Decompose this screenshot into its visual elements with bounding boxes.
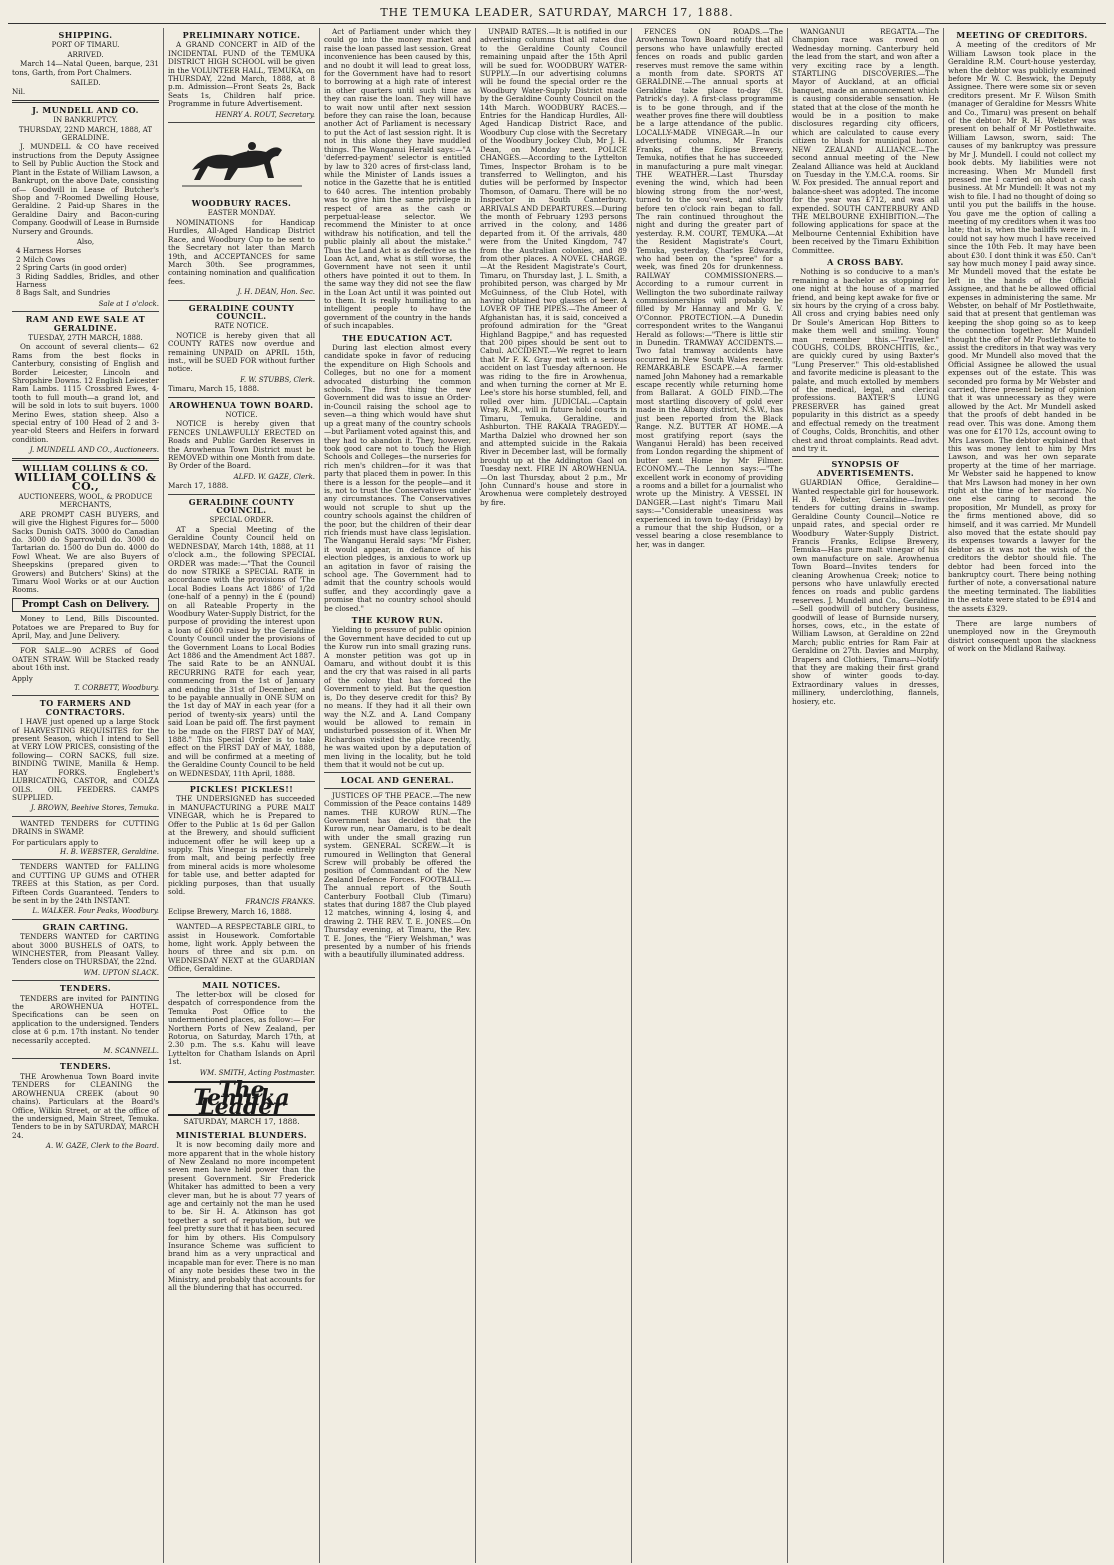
scannell-signature: M. SCANNELL. bbox=[103, 1047, 159, 1056]
tenders2-text: THE Arowhenua Town Board invite TENDERS for CLEANING the AROWHENUA CREEK (about 90 chains). Particulars at the Board's Office, Wilkin Street, or at the office of the undersigned, Main Street, Temuka. Tenders to be in by SATURDAY, MARCH 24. bbox=[12, 1071, 159, 1140]
cross-baby-heading: A CROSS BABY. bbox=[827, 256, 904, 267]
apply-label: Apply bbox=[12, 673, 33, 683]
races-heading: WOODBURY RACES. bbox=[191, 198, 292, 209]
sale-date: THURSDAY, 22ND MARCH, 1888, AT GERALDINE. bbox=[18, 125, 153, 143]
tenders-heading: TENDERS. bbox=[59, 983, 112, 994]
farmers-heading: TO FARMERS AND CONTRACTORS. bbox=[39, 698, 132, 717]
column-1 bbox=[8, 28, 164, 1563]
kurow-text: Yielding to pressure of public opinion the Government have decided to cut up the Kurow run into small grazing runs. A monster petition was got up in Oamaru, and without doubt it is this and the cry that was raised in all parts of the colony that has forced the Government to yield. But the question is, Do they deserve credit for this? By no means. If they had it all their own way the N.Z. and A. Land Company would be allowed to remain in undisturbed possession of it. When Mr Richardson visited the place recently, he was waited upon by a deputation of men living in the locality, but he told them that it would not be cut up. bbox=[324, 625, 471, 769]
arowhenua-heading: AROWHENUA TOWN BOARD. bbox=[169, 399, 314, 410]
tenders-text: TENDERS are invited for PAINTING the AROWHENUA HOTEL. Specifications can be seen on application to the undersigned. Tenders close at 6 p.m. 17th instant. No tender necessarily accepted. bbox=[12, 993, 159, 1045]
port-heading: PORT OF TIMARU. bbox=[51, 41, 120, 50]
collins-subtitle: AUCTIONEERS, WOOL, & PRODUCE MERCHANTS, bbox=[18, 492, 153, 510]
gaze2-date: March 17, 1888. bbox=[168, 481, 229, 491]
upton-signature: WM. UPTON SLACK. bbox=[83, 968, 159, 977]
local-items-text-2: FENCES ON ROADS.—The Arowhenua Town Board notify that all persons who have unlawfully erected fences on roads and public garden reserves must remove the same within a month from date. SPORTS AT GERALDINE.—The annual sports at Geraldine take place to-day (St. Patrick's day). A first-class programme is to be gone through, and if the weather proves fine there will doubtless be a large attendance of the public. LOCALLY-MADE VINEGAR.—In our advertising columns, Mr Francis Franks, of the Eclipse Brewery, Temuka, notifies that he has succeeded in manufacturing a pure malt vinegar. THE WEATHER.—Last Thursday evening the wind, which had been blowing strong from the nor'-west, turned to the sou'-west, and shortly before ten o'clock rain began to fall. The rain continued throughout the night and during the greater part of yesterday. R.M. COURT, TEMUKA.—At the Resident Magistrate's Court, Temuka, yesterday, Charles Edwards, who had been on the "spree" for a week, was fined 20s for drunkenness. RAILWAY COMMISSIONERS.—According to a rumour current in Wellington the two subordinate railway commissionerships will probably be filled by Mr Hannay and Mr G. V. O'Connor. PROTECTION.—A Dunedin correspondent writes to the Wanganui Herald as follows:—"There is little stir in Dunedin. TRAMWAY ACCIDENTS.—Two fatal tramway accidents have occurred in New South Wales recently. REMARKABLE ESCAPE.—A farmer named John Mahoney had a remarkable escape recently while returning home from Ballarat. A GOLD FIND.—The most startling discovery of gold ever made in the Albany district, N.S.W., has just been reported from the Black Range. N.Z. BUTTER AT HOME.—A most gratifying report (says the Wanganui Herald) has been received from London regarding the shipment of butter sent Home by Mr Filmer. ECONOMY.—The Lennon says:—"The excellent work in economy of providing a rooms and a billet for a journalist who wrote up the Ministry. A VESSEL IN DANGER.—Last night's Timaru Mail says:—"Considerable uneasiness was experienced in town to-day (Friday) by a rumour that the ship Hudson, or a vessel bearing a close resemblance to her, was in danger. bbox=[636, 28, 783, 549]
sale-items bbox=[16, 247, 159, 297]
column-6 bbox=[788, 28, 944, 1563]
racehorse-illustration bbox=[168, 126, 315, 196]
prelim-text: A GRAND CONCERT in AID of the INCIDENTAL FUND of the TEMUKA DISTRICT HIGH SCHOOL will be given in the VOLUNTEER HALL, TEMUKA, on THURSDAY, 22nd March, 1888, at 8 p.m. Admission—Front Seats 2s, Back Seats 1s, Children half price. Programme in future Advertisement. bbox=[168, 40, 315, 109]
council-heading: GERALDINE COUNTY COUNCIL. bbox=[188, 302, 295, 321]
collins-text: ARE PROMPT CASH BUYERS, and will give the Highest Figures for— 5000 Sacks Dunish OATS. 3000 do Canadian do. 3000 do Sparrowbill do. 3000 do Tartarian do. 1500 do Dun do. 4000 do Fowl Wheat. We are also Buyers of Sheepskins (prepared given to Growers) and Butchers' Skins) at the Timaru Wool Works or at our Auction Rooms. bbox=[12, 509, 159, 595]
mundell-heading: J. MUNDELL AND CO. bbox=[32, 104, 139, 115]
sale-item: 3 Riding Saddles, Bridles, and other Harness bbox=[16, 271, 159, 289]
corbett-signature: T. CORBETT, Woodbury. bbox=[74, 684, 159, 693]
dean-signature: J. H. DEAN, Hon. Sec. bbox=[237, 288, 315, 297]
ram-signature: J. MUNDELL AND CO., Auctioneers. bbox=[29, 446, 159, 455]
mail-text: The letter-box will be closed for despatch of correspondence from the Temuka Post Office to the undermentioned places, as follow:— For Northern Ports of New Zealand, per Rotorua, on Saturday, March 17th, at 2.30 p.m. The s.s. Kahu will leave Lyttelton for Chatham Islands on April 1st. bbox=[168, 990, 315, 1067]
sale-item: 4 Harness Horses bbox=[16, 246, 82, 256]
rate-heading: RATE NOTICE. bbox=[214, 322, 269, 331]
ram-heading: RAM AND EWE SALE AT GERALDINE. bbox=[25, 314, 146, 333]
local-general-heading: LOCAL AND GENERAL. bbox=[340, 775, 455, 786]
sale-item: 8 Bags Salt, and Sundries bbox=[16, 288, 111, 298]
easter-label: EASTER MONDAY. bbox=[207, 209, 276, 218]
carting-heading: GRAIN CARTING. bbox=[42, 921, 129, 932]
franks-date: Eclipse Brewery, March 16, 1888. bbox=[168, 906, 292, 916]
local-items-text: UNPAID RATES.—It is notified in our advertising columns that all rates due to the Geraldine County Council remaining unpaid after the 15th April will be sued for. WOODBURY WATER-SUPPLY.—In our advertising columns will be found the special order re the Woodbury Water-Supply District made by the Geraldine County Council on the 14th March. WOODBURY RACES.—Entries for the Handicap Hurdles, All-Aged Handicap District Race, and Woodbury Cup close with the Secretary of the Woodbury Jockey Club, Mr J. H. Dean, on Monday next. POLICE CHANGES.—According to the Lyttelton Times, Inspector Broham is to be transferred to Wellington, and his duties will be performed by Inspector Thomson, of Oamaru. There will be no Inspector in South Canterbury. ARRIVALS AND DEPARTURES.—During the month of February 1293 persons arrived in the colony, and 1486 departed from it. Of the arrivals, 480 were from the United Kingdom, 747 from the Australian colonies, and 89 from other places. A NOVEL CHARGE.—At the Resident Magistrate's Court, Timaru, on Thursday last, J. L. Smith, a prohibited person, was charged by Mr McGuinness, of the Club Hotel, with having obtained two glasses of beer. A LOVER OF THE PIPES.—The Ameer of Afghanistan has, it is said, conceived a profound admiration for the "Great Highland Bagpipe," and has requested that 200 pipes should be sent out to Cabul. ACCIDENT.—We regret to learn that Mr F. K. Gray met with a serious accident on last Tuesday afternoon. He was riding to the fire in Arowhenua, and when turning the corner at Mr E. Lee's store his horse stumbled, fell, and rolled over him. JUDICIAL.—Captain Wray, R.M., will in future hold courts in Timaru, Temuka, Geraldine, and Ashburton. THE RAKAIA TRAGEDY.—Martha Dalziel who drowned her son and attempted suicide in the Rakaia River in December last, will be formally brought up at the Addington Gaol on Tuesday next. FIRE IN AROWHENUA.—On last Thursday, about 2 p.m., Mr John Cunnard's house and store in Arowhenua were completely destroyed by fire. bbox=[480, 28, 627, 507]
blunders-text: It is now becoming daily more and more apparent that in the whole history of New Zealand no more incompetent seven men have held power than the present Government. Sir Frederick Whitaker has admitted to been a very clever man, but he is about 77 years of age and certainly not the man he used to be. Sir H. A. Atkinson has got together a sort of reputation, but we feel pretty sure that it has been secured for him by others. His Compulsory Insurance Scheme was sufficient to brand him as a very unpractical and incapable man for ever. There is no man of any note besides these two in the Ministry, and probably that accounts for all the blundering that has occurred. bbox=[168, 1140, 315, 1292]
bankruptcy-label: IN BANKRUPTCY. bbox=[53, 116, 118, 125]
closing-text: There are large numbers of unemployed now in the Greymouth district consequent upon the slackness of work on the Midland Railway. bbox=[948, 619, 1096, 654]
kurow-heading: THE KUROW RUN. bbox=[351, 615, 444, 626]
prompt-cash-banner: Prompt Cash on Delivery. bbox=[12, 598, 159, 612]
column-3 bbox=[320, 28, 476, 1563]
arowhenua-text: NOTICE is hereby given that FENCES UNLAWFULLY ERECTED on Roads and Public Garden Reserves in the Arowhenua Town District must be REMOVED within one Month from date. By Order of the Board. bbox=[168, 419, 315, 471]
local-items-text-3: WANGANUI REGATTA.—The Champion race was rowed on Wednesday morning. Canterbury held the lead from the start, and won after a very exciting race by a length. STARTLING DISCOVERIES.—The Mayor of Auckland, at an official banquet, made an announcement which is causing considerable sensation. He stated that at the close of the month he would be in a position to make disclosures regarding city officers, which are calculated to cause every citizen to blush for municipal honor. NEW ZEALAND ALLIANCE.—The second annual meeting of the New Zealand Alliance was held at Auckland on Tuesday in the Y.M.C.A. rooms. Sir W. Fox presided. The annual report and balance-sheet was adopted. The income for the year was £712, and was all expended. SOUTH CANTERBURY AND THE MELBOURNE EXHIBITION.—The following applications for space at the Melbourne Centennial Exhibition have been received by the Timaru Exhibition Committee. bbox=[792, 28, 939, 255]
ram-text: On account of several clients— 62 Rams from the best flocks in Canterbury, consisting of English and Border Leicester, Lincoln and Shropshire Downs. 12 English Leicester Ram Lambs. 1115 Crossbred Ewes, 4-tooth to full mouth—a grand lot, and will be sold in lots to suit buyers. 1000 Merino Ewes, station sheep. Also a special entry of 100 Head of 2 and 3-year-old Steers and Heifers in forward condition. bbox=[12, 342, 159, 444]
column-4 bbox=[476, 28, 632, 1563]
local-general-text: JUSTICES OF THE PEACE.—The new Commission of the Peace contains 1489 names. THE KUROW RUN.—The Government has decided that the Kurow run, near Oamaru, is to be dealt with under the small grazing run system. GENERAL SCREW.—It is rumoured in Wellington that General Screw will probably be offered the position of Commandant of the New Zealand Defence Forces. FOOTBALL.—The annual report of the South Canterbury Football Club (Timaru) states that during 1887 the Club played 12 matches, winning 4, losing 4, and drawing 2. THE REV. T. E. JONES.—On Thursday evening, at Timaru, the Rev. T. E. Jones, the "Fiery Welshman," was presented by a number of his friends with a beautifully illuminated address. bbox=[324, 790, 471, 960]
arrived-text: March 14—Natal Queen, barque, 231 tons, Garth, from Port Chalmers. bbox=[12, 59, 159, 77]
stubbs-signature: F. W. STUBBS, Clerk. bbox=[240, 375, 315, 384]
synopsis-heading: SYNOPSIS OF ADVERTISEMENTS. bbox=[816, 459, 915, 478]
mail-heading: MAIL NOTICES. bbox=[202, 979, 281, 990]
special-council-heading: GERALDINE COUNTY COUNCIL. bbox=[188, 496, 295, 516]
cross-baby-text: Nothing is so conducive to a man's remaining a bachelor as stopping for one night at the house of a married friend, and being kept awake for five or six hours by the crying of a cross baby. All cross and crying babies need only Dr Soule's American Hop Bitters to make them well and smiling. Young man remember this.—"Traveller." COUGHS, COLDS, BRONCHITIS, &c., are quickly cured by using Baxter's "Lung Preserver." This old-established and favorite medicine is pleasant to the palate, and much extolled by members of the medical, legal, and clerical professions. BAXTER'S LUNG PRESERVER has gained great popularity in this district as a speedy and effectual remedy on the treatment of Coughs, Colds, Bronchitis, and other chest and throat complaints. Read advt. and try it. bbox=[792, 267, 939, 453]
smith-signature: WM. SMITH, Acting Postmaster. bbox=[199, 1068, 315, 1077]
brown-signature: J. BROWN, Beehive Stores, Temuka. bbox=[30, 804, 159, 813]
tenders2-heading: TENDERS. bbox=[59, 1061, 112, 1072]
gaze2-signature: ALFD. W. GAZE, Clerk. bbox=[233, 472, 315, 481]
rate-text: NOTICE is hereby given that all COUNTY RATES now overdue and remaining UNPAID on APRIL 15th, inst., will be SUED FOR without further notice. bbox=[168, 330, 315, 374]
education-text: During last election almost every candidate spoke in favor of reducing the expenditure on High Schools and Colleges, but no one for a moment advocated disturbing the common schools. The first thing the new Government did was to issue an Order-in-Council raising the school age to seven—a thing which would have shut up a great many of the country schools—but Parliament voted against this, and they had to abandon it. They, however, took good care not to touch the High Schools and Colleges—the nurseries for rich men's children—for it was that party that placed them in power. In this there is a lesson for the people—and it is, not to trust the Conservatives under any circumstances. The Conservatives would not scruple to shut up the country schools against the children of the poor, but the children of their dear rich friends must have class legislation. The Wanganui Herald says: "Mr Fisher, it would appear, in defiance of his election pledges, is anxious to work up an agitation in favor of raising the school age. The Government had to admit that the country schools would suffer, and they accordingly gave a promise that no country school should be closed." bbox=[324, 343, 471, 613]
forsale-text: FOR SALE—90 ACRES of Good OATEN STRAW. Will be Stacked ready about 16th inst. bbox=[12, 646, 159, 673]
creditors-text: A meeting of the creditors of Mr William Lawson took place in the Geraldine R.M. Court-house yesterday, when the debtor was publicly examined before Mr W. C. Beswick, the Deputy Assignee. There were some six or seven creditors present. Mr F. Wilson Smith (manager of Geraldine for Messrs White and Co., Timaru) was present on behalf of the debtor. Mr R. H. Webster was present on behalf of Mr Postlethwaite. William Lawson, sworn, said: The causes of my bankruptcy was pressure by Mr J. Mundell. I could not collect my book debts. My liabilities were not increasing. When Mr Mundell first pressed me I carried on about a cash business. At Mr Mundell: It was not my wish to file. I had no thought of doing so until you put the bailiffs in the house. You gave me the option of calling a meeting of my creditors when it was too late; that is, when the bailiffs were in. I could not say how much I have received since the 10th Feb. It may have been about £30. I dont think it was £50. Can't say how much money I paid away since. Mr Mundell moved that the estate be left in the hands of the Official Assignee, and that he be allowed official expenses in administering the same. Mr Webster, on behalf of Mr Postlethwaite, said that at present that gentleman was keeping the shop going so as to keep the connection together. Mr Mundell thought the offer of Mr Postlethwaite to assist the creditors in that way was very good. Mr Mundell also moved that the Official Assignee be allowed the usual expenses out of the estate. This was seconded pro forma by Mr Webster and carried, three present being of opinion that it was unnecessary as they were allowed by the Act. Mr Mundell asked that the proofs of debt handed in be read over. This was done. Among them was one for £170 12s, account owing to Mrs Lawson. The debtor explained that this was money lent to him by Mrs Lawson, and was her own separate property at the time of her marriage. Mr Webster said he happened to know that Mrs Lawson had money in her own right at the time of her marriage. No one else caring to second the proposition, Mr Mundell, as proxy for the firms mentioned above, did so himself, and it was carried. Mr Mundell also moved that the estate should pay its expenses towards a lawyer for the debtor as it was not the wish of the creditors the debtor should file. The debtor had been forced into the bankruptcy court. There being nothing further of note, a conversational nature the meeting terminated. The liabilities in the estate were stated to be £914 and the assets £329. bbox=[948, 40, 1096, 613]
collins-heading: WILLIAM COLLINS & CO. bbox=[22, 462, 149, 473]
webster-signature: H. B. WEBSTER, Geraldine. bbox=[60, 847, 159, 856]
column-7 bbox=[944, 28, 1100, 1563]
column-5 bbox=[632, 28, 788, 1563]
arrived-label: ARRIVED. bbox=[67, 50, 104, 59]
special-order-text: AT a Special Meeting of the Geraldine County Council held on WEDNESDAY, March 14th, 1888, at 11 o'clock a.m., the following SPECIAL ORDER was made:—"That the Council do now STRIKE a SPECIAL RATE in accordance with the provisions of 'The Local Bodies Loans Act 1886' of 1/2d (one-half of a penny) in the £ (pound) on all Rateable Property in the Woodbury Water-Supply District, for the purpose of providing the interest upon a loan of £600 raised by the Geraldine County Council under the provisions of the Government Loans to Local Bodies Act 1886 and the Amendment Act 1887. The said Rate to be an ANNUAL RECURRING RATE for each year, commencing from the 1st of January and ending the 31st of December, and to be payable annually in ONE SUM on the 1st day of MAY in each year (for a period of twenty-six years) until the said Loan be paid off. The first payment to be made on the FIRST DAY of MAY, 1888." This Special Order is to take effect on the FIRST DAY of MAY, 1888, and will be confirmed at a meeting of the Geraldine County Council to be held on WEDNESDAY, 11th April, 1888. bbox=[168, 524, 315, 778]
falling-text: TENDERS WANTED for FALLING and CUTTING UP GUMS and OTHER TREES at this Station, as per Cord. Fifteen Cords Guaranteed. Tenders to be sent in by the 24th INSTANT. bbox=[12, 862, 159, 905]
paper-date: SATURDAY, MARCH 17, 1888. bbox=[183, 1117, 300, 1127]
carting-text: TENDERS WANTED for CARTING about 3000 BUSHELS of OATS, to WINCHESTER, from Pleasant Valley. Tenders close on THURSDAY, the 22nd. bbox=[12, 932, 159, 967]
pickles-heading: PICKLES! PICKLES!! bbox=[189, 784, 294, 795]
blunders-heading: MINISTERIAL BLUNDERS. bbox=[175, 1129, 308, 1140]
paper-title: The Temuka Leader bbox=[168, 1081, 315, 1116]
racehorse-icon bbox=[182, 130, 302, 192]
shipping-heading: SHIPPING. bbox=[58, 30, 113, 40]
wanted-text: WANTED—A RESPECTABLE GIRL, to assist in Housework. Comfortable home, light work. Apply between the hours of three and six p.m. on WEDNESDAY NEXT at the GUARDIAN Office, Geraldine. bbox=[168, 922, 315, 974]
rout-signature: HENRY A. ROUT, Secretary. bbox=[215, 110, 315, 119]
farmers-text: I HAVE just opened up a large Stock of HARVESTING REQUISITES for the present Season, which I intend to Sell at VERY LOW PRICES, consisting of the following— CORN SACKS, full size. BINDING TWINE, Manilla & Hemp. HAY FORKS. Englebert's LUBRICATING, CASTOR, and COLZA OILS. OIL FEEDERS. CAMPS SUPPLIED. bbox=[12, 717, 159, 802]
sale-item: 2 Milch Cows bbox=[16, 254, 66, 264]
education-heading: THE EDUCATION ACT. bbox=[342, 332, 453, 343]
arowhenua-notice-label: NOTICE. bbox=[225, 411, 258, 419]
column-2 bbox=[164, 28, 320, 1563]
sale-item: 2 Spring Carts (in good order) bbox=[16, 263, 127, 273]
franks-signature: FRANCIS FRANKS. bbox=[245, 898, 315, 907]
also-label: Also, bbox=[76, 237, 95, 246]
sale-text: J. MUNDELL & CO have received instructions from the Deputy Assignee to Sell by Public Auction the Stock and Plant in the Estate of William Lawson, a Bankrupt, on the above Date, consisting of— Goodwill in Lease of Butcher's Shop and 7-Roomed Dwelling House, Geraldine. 2 Paid-up Shares in the Geraldine Dairy and Bacon-curing Company. Goodwill of Lease in Burnside Nursery and Grounds. bbox=[12, 142, 160, 236]
columns bbox=[8, 28, 1106, 1563]
drains-heading: WANTED TENDERS for CUTTING DRAINS in SWAMP. bbox=[12, 818, 159, 837]
editorial-text: Act of Parliament under which they could go into the money market and raise the loan passed last session. Great inconvenience has been caused by this, and no doubt it will lead to great loss, for the Government have had to resort to borrowing at a high rate of interest in other quarters until such time as they can raise the loan. They will have to wait now until after next session before they can raise the loan, because another Act of Parliament is necessary to put the Act of last session right. It is not in this alone they have muddled things. The Wanganui Herald says:—"A 'deferred-payment' selector is entitled by law to 320 acres of first-class land, while the Minister of Lands issues a notice in the Gazette that he is entitled to 640 acres. The intention probably was to give him the same privilege in respect of area as the cash or perpetual-lease selector. We recommend the Minister to at once withdraw his notification, and tell the public plainly all about the mistake." Thus the Land Act is as defective as the Loan Act, and, what is still worse, the Government have not seen it until others have pointed it out to them. In the same way they did not see the flaw in the Loan Act until it was pointed out to them. It is really humiliating to an intelligent people to have the government of the country in the hands of such incapables. bbox=[324, 28, 471, 331]
sailed-label: SAILED. bbox=[70, 79, 101, 88]
walker-signature: L. WALKER. Four Peaks, Woodbury. bbox=[32, 907, 159, 916]
races-text: NOMINATIONS for Handicap Hurdles, All-Aged Handicap District Race, and Woodbury Cup to be sent to the Secretary not later than March 19th, and ACCEPTANCES for same March 30th. See programmes, containing nomination and qualification fees. bbox=[168, 217, 315, 286]
pickles-text: THE UNDERSIGNED has succeeded in MANUFACTURING a PURE MALT VINEGAR, which he is Prepared to Offer to the Public at 1s 6d per Gallon at the Brewery, and should sufficient inducement offer he will keep up a supply. This Vinegar is made entirely from malt, and being perfectly free from mineral acids is more wholesome for table use, and better adapted for pickling purposes, than that usually sold. bbox=[168, 794, 315, 896]
masthead: THE TEMUKA LEADER, SATURDAY, MARCH 17, 1888. bbox=[8, 6, 1106, 24]
nil-text: Nil. bbox=[12, 87, 26, 97]
drains-text: For particulars apply to bbox=[12, 837, 99, 847]
gaze-signature: A. W. GAZE, Clerk to the Board. bbox=[45, 1142, 159, 1151]
stubbs-date: Timaru, March 15, 1888. bbox=[168, 384, 260, 394]
collins-title: WILLIAM COLLINS & CO., bbox=[14, 471, 157, 493]
ram-date: TUESDAY, 27TH MARCH, 1888. bbox=[28, 334, 143, 342]
synopsis-text: GUARDIAN Office, Geraldine—Wanted respectable girl for housework. H. B. Webster, Geraldine—Invites tenders for cutting drains in swamp. Geraldine County Council—Notice re unpaid rates, and special order re Woodbury Water-Supply District. Francis Franks, Eclipse Brewery, Temuka—Has pure malt vinegar of his own manufacture on sale. Arowhenua Town Board—Invites tenders for cleaning Arowhenua Creek; notice to persons who have unlawfully erected fences on roads and public gardens reserves. J. Mundell and Co., Geraldine—Sell goodwill of butchery business, goodwill of lease of Burnside nursery, horses, cows, etc., in the estate of William Lawson, at Geraldine on 22nd March; public entries for Ram Fair at Geraldine on 27th. Davies and Murphy, Drapers and Clothiers, Timaru—Notify that they are making their first grand show of winter goods to-day. Extraordinary values in dresses, millinery, underclothing, flannels, hosiery, etc. bbox=[792, 478, 939, 706]
special-order-label: SPECIAL ORDER. bbox=[209, 516, 274, 525]
prelim-heading: PRELIMINARY NOTICE. bbox=[182, 30, 301, 40]
money-text: Money to Lend, Bills Discounted. Potatoes we are Prepared to Buy for April, May, and June Delivery. bbox=[12, 614, 159, 640]
sale-time: Sale at 1 o'clock. bbox=[98, 299, 159, 308]
creditors-heading: MEETING OF CREDITORS. bbox=[956, 30, 1088, 40]
